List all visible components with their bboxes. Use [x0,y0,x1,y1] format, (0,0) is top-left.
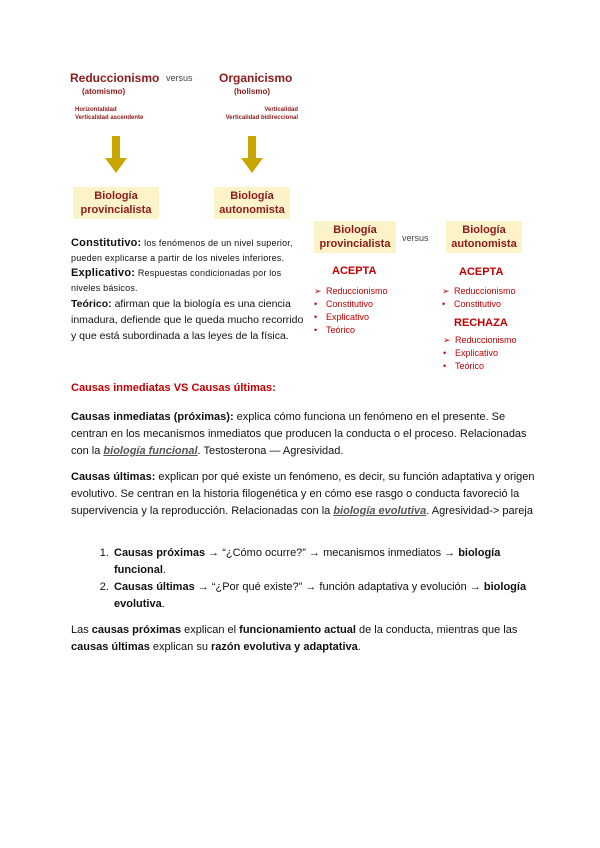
box-line-1: Biología [462,224,506,236]
term-label: Causas últimas: [71,471,156,483]
list-item: ➢ Reduccionismo [314,285,388,298]
item-result: biología funcional [114,547,501,576]
item-end: . [162,564,166,576]
term-label: Causas inmediatas (próximas): [71,411,234,423]
list-item [112,579,552,613]
note-verticalidad-ascendente: Verticalidad ascendente [75,115,144,121]
item-text: → “¿Por qué existe?” → función adaptativa y evolución → [194,581,484,593]
paragraph-text: explican por qué existe un fenómeno, es decir, su función adaptativa y origen evolutivo. Se centran en la historia filogenética y en cómo ese rasgo o conducta favoreció la supervivencia y la reproducción. Relacionadas con la [71,471,535,517]
list-item: • Teórico [314,324,388,337]
acepta-list-left [314,285,388,337]
acepta-list-right [442,285,516,311]
item-term: Causas próximas [114,547,206,559]
versus-label-right: versus [402,233,429,243]
list-item: • Teórico [443,360,517,373]
box-biologia-provincialista-right [314,221,396,253]
list-item: • Constitutivo [442,298,516,311]
item-text: → “¿Cómo ocurre?” → mecanismos inmediatos → [205,547,459,559]
note-verticalidad: Verticalidad [264,107,298,113]
box-line-1: Biología [94,190,138,202]
paragraph-tail: . Testosterona — Agresividad. [197,445,344,457]
box-line-2: provincialista [319,238,391,250]
rechaza-list [443,334,517,373]
def-label: Constitutivo: [71,237,142,249]
acepta-heading-left: ACEPTA [332,265,377,277]
def-label: Teórico: [71,298,112,310]
def-constitutivo [71,236,307,266]
list-item: • Constitutivo [314,298,388,311]
summary-bold: funcionamiento actual [239,624,356,636]
causas-list [72,545,552,613]
list-item: • Explicativo [314,311,388,324]
box-line-2: autonomista [219,204,285,216]
reduccionismo-title: Reduccionismo [70,71,160,85]
acepta-heading-right: ACEPTA [459,266,504,278]
def-text: Respuestas condicionadas por los niveles básicos. [71,268,282,293]
summary-bold: causas últimas [71,641,150,653]
item-term: Causas últimas [114,581,195,593]
box-line-1: Biología [230,190,274,202]
box-line-2: autonomista [451,238,517,250]
list-item: ➢ Reduccionismo [442,285,516,298]
arrow-down-left-icon [105,136,127,174]
summary-paragraph [71,622,533,656]
right-notes [216,106,298,122]
note-verticalidad-bidireccional: Verticalidad bidireccional [225,115,298,121]
def-teorico [71,296,307,344]
def-explicativo [71,266,307,296]
list-item [112,545,552,579]
rechaza-heading: RECHAZA [454,317,508,329]
item-end: . [161,598,165,610]
box-biologia-autonomista-right [446,221,522,253]
def-text: afirman que la biología es una ciencia inmadura, defiende que le queda mucho recorrido y que está subordinada a las leyes de la física. [71,298,304,342]
summary-text: . [357,641,361,653]
list-item: • Explicativo [443,347,517,360]
def-text: los fenómenos de un nivel superior, pueden explicarse a partir de los niveles inferiores. [71,238,293,263]
arrow-down-right-icon [241,136,263,174]
summary-bold: razón evolutiva y adaptativa [211,641,358,653]
summary-text: explican el [181,624,240,636]
item-result: biología evolutiva [114,581,527,610]
summary-text: explican su [149,641,212,653]
box-line-1: Biología [333,224,377,236]
box-line-2: provincialista [80,204,152,216]
box-biologia-provincialista-top [73,187,159,219]
summary-text: de la conducta, mientras que las [355,624,518,636]
biologia-funcional-link[interactable]: biología funcional [103,445,198,457]
box-biologia-autonomista-top [214,187,290,219]
versus-label-top: versus [166,73,193,83]
causas-inmediatas-paragraph [71,409,533,460]
atomismo-subtitle: (atomismo) [82,87,126,96]
summary-bold: causas próximas [91,624,182,636]
definitions-block [71,236,307,344]
def-label: Explicativo: [71,267,136,279]
note-horizontalidad: Horizontalidad [75,107,117,113]
left-notes [75,106,143,122]
causas-ultimas-paragraph [71,469,539,520]
paragraph-text: explica cómo funciona un fenómeno en el presente. Se centran en los mecanismos inmediatos que producen la conducta o el proceso. Relacionadas con la [71,411,527,457]
holismo-subtitle: (holismo) [234,87,270,96]
organicismo-title: Organicismo [219,71,293,85]
causas-heading: Causas inmediatas VS Causas últimas: [71,382,276,394]
list-item: ➢ Reduccionismo [443,334,517,347]
summary-text: Las [71,624,92,636]
biologia-evolutiva-link[interactable]: biología evolutiva [333,505,427,517]
paragraph-tail: . Agresividad-> pareja [426,505,533,517]
